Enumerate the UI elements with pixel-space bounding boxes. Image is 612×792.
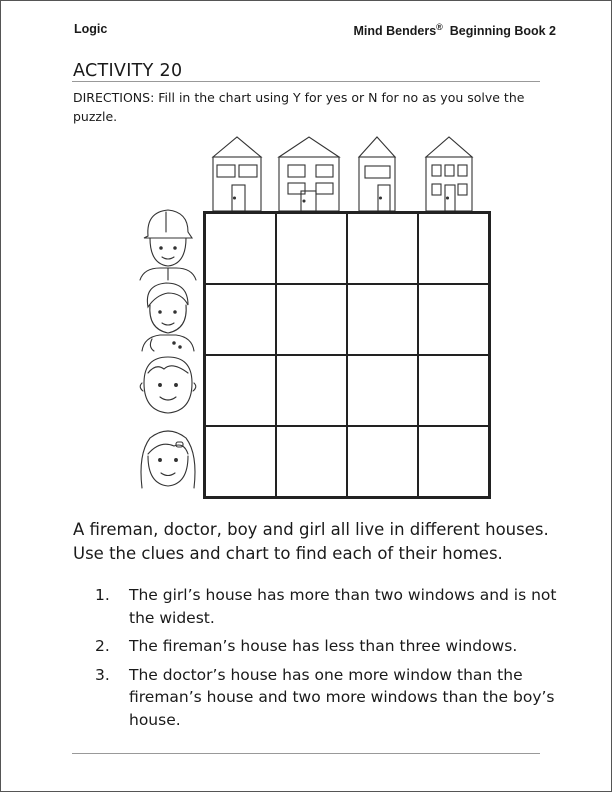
header-book: Beginning Book 2: [449, 24, 556, 39]
chart-cell-fireman-house-one-window-narrow[interactable]: [347, 213, 418, 284]
header-series: Mind Benders: [353, 24, 437, 39]
header-subject: Logic: [74, 22, 108, 36]
directions-text: Fill in the chart using Y for yes or N for no as you solve the puzzle.: [73, 90, 525, 124]
clue-item: [95, 584, 565, 629]
puzzle-intro: A fireman, doctor, boy and girl all live in different houses. Use the clues and chart to find each of their homes.: [73, 520, 549, 563]
chart-cell-fireman-house-five-windows[interactable]: [418, 213, 489, 284]
chart-cell-fireman-house-two-windows-narrow[interactable]: [205, 213, 276, 284]
clue-item: [95, 635, 565, 658]
chart-cell-girl-house-two-windows-narrow[interactable]: [205, 426, 276, 497]
house-one-window-narrow-icon: [359, 137, 395, 211]
house-row: [205, 135, 495, 213]
clue-number: 3.: [95, 665, 110, 684]
registered-mark: ®: [436, 22, 443, 32]
chart-cell-boy-house-four-windows-wide[interactable]: [276, 355, 347, 426]
doctor-icon: [142, 283, 194, 351]
chart-cell-doctor-house-one-window-narrow[interactable]: [347, 284, 418, 355]
header-book-title: [354, 22, 557, 38]
chart-cell-doctor-house-four-windows-wide[interactable]: [276, 284, 347, 355]
chart-cell-doctor-house-two-windows-narrow[interactable]: [205, 284, 276, 355]
chart-cell-girl-house-one-window-narrow[interactable]: [347, 426, 418, 497]
chart-cell-girl-house-five-windows[interactable]: [418, 426, 489, 497]
answer-chart: [203, 211, 491, 499]
house-four-windows-wide-icon: [279, 137, 339, 211]
chart-cell-fireman-house-four-windows-wide[interactable]: [276, 213, 347, 284]
house-two-windows-narrow-icon: [213, 137, 261, 211]
clue-list: [95, 584, 565, 737]
boy-icon: [140, 357, 196, 413]
directions-label: DIRECTIONS:: [73, 90, 155, 105]
girl-icon: [141, 431, 195, 488]
activity-title: ACTIVITY 20: [73, 61, 183, 81]
clue-text: The girl’s house has more than two windows and is not the widest.: [129, 586, 557, 627]
house-five-windows-icon: [426, 137, 472, 211]
chart-cell-boy-house-five-windows[interactable]: [418, 355, 489, 426]
chart-cell-boy-house-one-window-narrow[interactable]: [347, 355, 418, 426]
footer-rule: [72, 753, 540, 754]
people-column: [130, 206, 206, 498]
clue-text: The fireman’s house has less than three windows.: [129, 637, 518, 655]
clue-number: 1.: [95, 586, 110, 604]
chart-cell-doctor-house-five-windows[interactable]: [418, 284, 489, 355]
chart-cell-girl-house-four-windows-wide[interactable]: [276, 426, 347, 497]
clue-number: 2.: [95, 637, 110, 655]
chart-cell-boy-house-two-windows-narrow[interactable]: [205, 355, 276, 426]
clue-text: The doctor’s house has one more window than the fireman’s house and two more windows than the boy’s house.: [129, 665, 555, 729]
fireman-icon: [140, 210, 196, 280]
directions: [73, 88, 543, 126]
title-rule: [72, 81, 540, 82]
clue-item: [95, 664, 565, 732]
